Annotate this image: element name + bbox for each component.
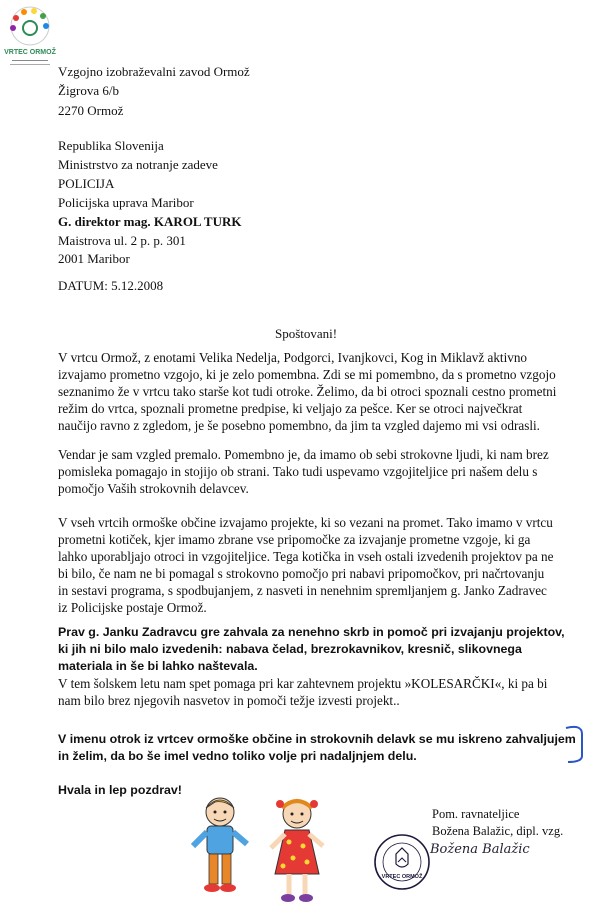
paragraph-4 xyxy=(58,675,578,709)
logo-text: VRTEC ORMOŽ xyxy=(4,49,56,56)
stamp-text: VRTEC ORMOŽ xyxy=(381,874,423,880)
signature-name: Božena Balažic, dipl. vzg. xyxy=(432,824,564,838)
letter-date: DATUM: 5.12.2008 xyxy=(58,278,164,293)
paragraph-line: naučijo ravno z zgledom, je še posebno pomembno, da jim ta vzgled dajemo mi vsi odrasli. xyxy=(58,418,540,433)
paragraph-line: seznanimo že v vrtcu tako starše kot tudi otroke. Želimo, da bi otroci spoznali cestno prometni xyxy=(58,384,557,399)
paragraph-line: režim do vrtca, spoznali prometne predpise, ki veljajo za pešce. Ker se otroci največkrat xyxy=(58,401,523,416)
paragraph-5-bold xyxy=(58,731,583,765)
paragraph-line: ki jih ni bilo malo izvedenih: nabava čelad, brezrokavnikov, kresnič, slikovnega xyxy=(58,642,522,656)
paragraph-line: V imenu otrok iz vrtcev ormoške občine in strokovnih delavk se mu iskreno zahvaljujem xyxy=(58,732,576,746)
paragraph-line: pomisleka pomagajo in stojijo ob strani. Tako tudi uspevamo vzgojiteljice pri našem delu s xyxy=(58,464,538,479)
closing: Hvala in lep pozdrav! xyxy=(58,783,182,797)
handwritten-signature: Božena Balažic xyxy=(430,842,530,857)
official-stamp-icon xyxy=(372,832,432,892)
paragraph-line: in želim, da bo še imel vedno toliko volje pri nadaljnjem delu. xyxy=(58,749,417,763)
paragraph-line: Vendar je sam vzgled premalo. Pomembno je, da imamo ob sebi strokovne ljudi, ki nam brez xyxy=(58,447,549,462)
paragraph-line: prometni kotiček, kjer imamo zbrane vse pripomočke za izvajanje prometne vzgoje, ki ga xyxy=(58,532,531,547)
recipient-street: Maistrova ul. 2 p. p. 301 xyxy=(58,233,186,248)
greeting: Spoštovani! xyxy=(275,326,338,341)
paragraph-line: V tem šolskem letu nam spet pomaga pri kar zahtevnem projektu »KOLESARČKI«, ki pa bi xyxy=(58,676,548,691)
sender-name: Vzgojno izobraževalni zavod Ormož xyxy=(58,64,250,79)
sender-city: 2270 Ormož xyxy=(58,103,124,118)
paragraph-line: in sestavi programa, s spodbujanjem, z nasveti in nenehnim spremljanjem g. Janko Zadravec xyxy=(58,583,547,598)
recipient-ministry: Ministrstvo za notranje zadeve xyxy=(58,157,218,172)
paragraph-line: bi bilo, če nam ne bi pomagal s strokovno pomočjo pri nabavi pripomočkov, pri načrtovanju xyxy=(58,566,545,581)
paragraph-line: pomočjo Vaših strokovnih delavcev. xyxy=(58,481,249,496)
paragraph-line: nam bilo brez njegovih nasvetov in pomoči težje izvesti projekt.. xyxy=(58,693,400,708)
recipient-police: POLICIJA xyxy=(58,176,115,191)
paragraph-1 xyxy=(58,349,578,434)
paragraph-4-bold xyxy=(58,624,578,675)
paragraph-line: izvajamo prometno vzgojo, ki je zelo pomembna. Zdi se mi pomembno, da s prometno vzgojo xyxy=(58,367,556,382)
kindergarten-logo xyxy=(4,4,56,76)
children-drawing-icon xyxy=(185,790,345,908)
signature-title: Pom. ravnateljice xyxy=(432,807,520,821)
paragraph-3 xyxy=(58,514,578,616)
paragraph-line: Prav g. Janku Zadravcu gre zahvala za nenehno skrb in pomoč pri izvajanju projektov, xyxy=(58,625,565,639)
recipient-unit: Policijska uprava Maribor xyxy=(58,195,194,210)
paragraph-line: V vrtcu Ormož, z enotami Velika Nedelja, Podgorci, Ivanjkovci, Kog in Miklavž aktivno xyxy=(58,350,528,365)
paragraph-2 xyxy=(58,446,578,497)
recipient-country: Republika Slovenija xyxy=(58,138,164,153)
logo-icon xyxy=(4,4,56,76)
paragraph-line: V vseh vrtcih ormoške občine izvajamo projekte, ki so vezani na promet. Tako imamo v vrtcu xyxy=(58,515,553,530)
recipient-director: G. direktor mag. KAROL TURK xyxy=(58,214,242,229)
sender-street: Žigrova 6/b xyxy=(58,83,120,98)
recipient-city: 2001 Maribor xyxy=(58,251,130,266)
paragraph-line: lahko uporabljajo otroci in vzgojiteljice. Tega kotička in vseh ostali izvedenih projektov pa ne xyxy=(58,549,554,564)
paragraph-line: materiala in še bi lahko naštevala. xyxy=(58,659,258,673)
paragraph-line: iz Policijske postaje Ormož. xyxy=(58,600,207,615)
bracket-mark-icon xyxy=(562,722,592,766)
